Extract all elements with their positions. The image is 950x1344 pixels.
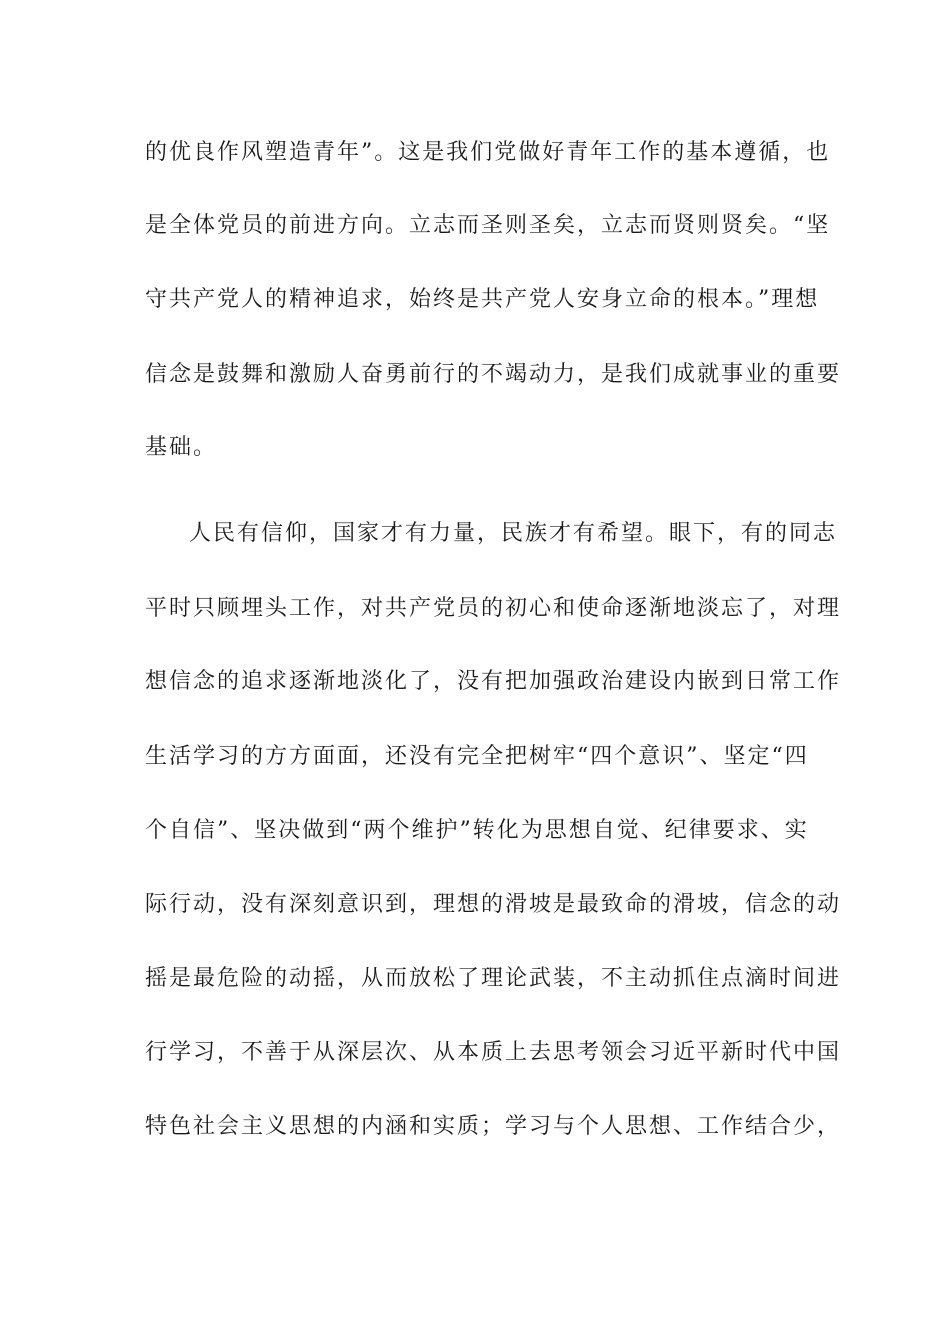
paragraph-line: 平时只顾埋头工作，对共产党员的初心和使命逐渐地淡忘了，对理 [145,596,842,621]
paragraph-line: 际行动，没有深刻意识到，理想的滑坡是最致命的滑坡，信念的动 [145,892,842,917]
paragraph-line: 特色社会主义思想的内涵和实质；学习与个人思想、工作结合少， [145,1114,842,1139]
paragraph-line: 守共产党人的精神追求，始终是共产党人安身立命的根本。”理想 [145,287,820,312]
paragraph-line: 摇是最危险的动摇，从而放松了理论武装，不主动抓住点滴时间进 [145,966,842,991]
paragraph-line: 基础。 [145,435,218,460]
paragraph-line: 想信念的追求逐渐地淡化了，没有把加强政治建设内嵌到日常工作 [145,669,842,694]
paragraph-line: 是全体党员的前进方向。立志而圣则圣矣，立志而贤则贤矣。“坚 [145,213,831,238]
paragraph-line: 个自信”、坚决做到“两个维护”转化为思想自觉、纪律要求、实 [145,818,809,843]
paragraph-line: 生活学习的方方面面，还没有完全把树牢“四个意识”、坚定“四 [145,744,809,769]
paragraph-line: 的优良作风塑造青年”。这是我们党做好青年工作的基本遵循，也 [145,140,831,165]
paragraph-line: 信念是鼓舞和激励人奋勇前行的不竭动力，是我们成就事业的重要 [145,362,842,387]
paragraph-line: 人民有信仰，国家才有力量，民族才有希望。眼下，有的同志 [189,521,838,546]
paragraph-line: 行学习，不善于从深层次、从本质上去思考领会习近平新时代中国 [145,1040,842,1065]
